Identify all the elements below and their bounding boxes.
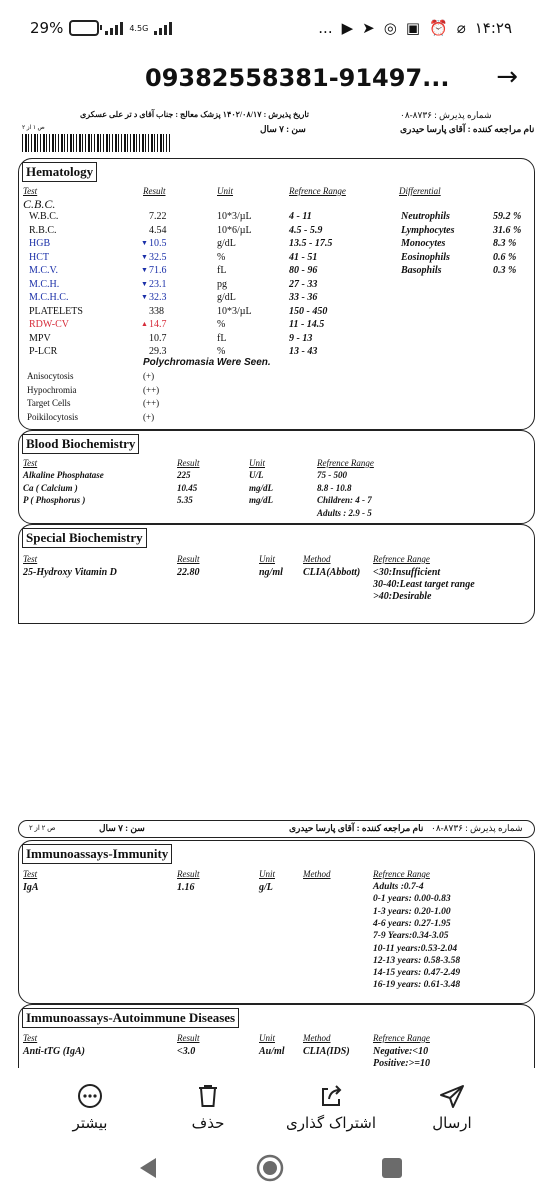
bio-test: P ( Phosphorus ) — [23, 495, 86, 505]
diff-value: 31.6 % — [493, 224, 522, 236]
morph-test: Anisocytosis — [27, 371, 74, 381]
ttg-unit: Au/ml — [259, 1046, 285, 1057]
blood-biochemistry-section — [18, 430, 535, 524]
clock: ۱۴:۲۹ — [474, 19, 512, 37]
barcode — [22, 134, 170, 152]
hem-unit: pg — [217, 278, 227, 290]
hem-result: 10.7 — [149, 332, 167, 344]
col-result: Result — [177, 1033, 200, 1043]
hem-result: 29.3 — [149, 346, 167, 357]
hem-test: M.C.H.C. — [29, 292, 69, 303]
arrow-down-icon: ▼ — [141, 239, 148, 247]
col-unit: Unit — [259, 869, 276, 879]
morph-test: Poikilocytosis — [27, 411, 79, 422]
hem-test: P-LCR — [29, 346, 58, 357]
app-icon: ▣ — [405, 19, 420, 37]
ttg-test: Anti-tTG (IgA) — [23, 1046, 85, 1057]
arrow-down-icon: ▼ — [141, 279, 148, 288]
telegram-icon: ➤ — [362, 19, 375, 37]
col-unit: Unit — [259, 1033, 276, 1043]
hem-unit: fL — [217, 265, 227, 276]
hem-unit: fL — [217, 332, 227, 344]
home-circle-icon — [256, 1154, 284, 1182]
diff-value: 0.3 % — [493, 265, 517, 276]
hem-result: 7.22 — [149, 211, 167, 222]
hem-unit: % — [217, 346, 226, 357]
special-bio-title: Special Biochemistry — [22, 528, 147, 548]
bio-unit: U/L — [249, 470, 264, 480]
hem-unit: 10*3/µL — [217, 211, 252, 222]
col-test: Test — [23, 458, 38, 468]
bottom-action-bar — [0, 1068, 540, 1200]
hem-test: W.B.C. — [29, 211, 59, 222]
hem-unit: 10*3/µL — [217, 305, 252, 317]
iga-range: 12-13 years: 0.58-3.58 — [373, 955, 461, 966]
morph-result: (++) — [143, 398, 160, 408]
iga-test: IgA — [23, 882, 39, 893]
file-title: 09382558381-91497... — [145, 64, 450, 92]
hem-range: 33 - 36 — [289, 292, 318, 303]
hem-unit: g/dL — [217, 292, 236, 303]
page2-header — [18, 820, 535, 838]
diff-value: 0.6 % — [493, 251, 517, 263]
hem-range: 13.5 - 17.5 — [289, 238, 333, 249]
morph-result: (+) — [143, 411, 155, 422]
bio-range: 8.8 - 10.8 — [317, 482, 352, 493]
admission-number-2: شماره پذیرش : ۸۷۳۶-۰۸ — [431, 823, 523, 833]
bio-unit: mg/dL — [249, 495, 273, 505]
play-icon: ▶ — [341, 19, 354, 37]
diff-name: Neutrophils — [401, 211, 450, 222]
hem-result: 32.5 — [149, 251, 167, 263]
hem-test: M.C.H. — [29, 278, 60, 290]
blood-bio-title: Blood Biochemistry — [22, 434, 139, 454]
col-result: Result — [143, 186, 166, 196]
wifi-off-icon: ⌀ — [456, 19, 466, 37]
share-icon — [276, 1078, 386, 1114]
delete-label: حذف — [191, 1114, 225, 1132]
battery-percent: 29% — [30, 19, 64, 37]
col-unit: Unit — [217, 186, 234, 196]
patient-name-2: نام مراجعه کننده : آقای پارسا حیدری — [289, 823, 424, 833]
arrow-down-icon: ▼ — [141, 252, 148, 261]
page-number: ص ۱ از ۲ — [22, 125, 45, 131]
viewer-header — [0, 60, 540, 106]
hem-result: 10.5 — [149, 238, 167, 249]
alarm-icon: ⏰ — [429, 19, 448, 37]
morph-test: Target Cells — [27, 398, 71, 408]
hem-unit: % — [217, 319, 226, 330]
signal-icon — [105, 21, 123, 35]
iga-range: 7-9 Years:0.34-3.05 — [373, 931, 449, 942]
col-result: Result — [177, 869, 200, 879]
patient-age-2: سن : ۷ سال — [99, 823, 145, 833]
iga-range: 0-1 years: 0.00-0.83 — [373, 894, 451, 905]
hem-test: HCT — [29, 251, 49, 263]
hem-range: 27 - 33 — [289, 278, 318, 290]
hem-unit: g/dL — [217, 238, 236, 249]
autoimmune-title: Immunoassays-Autoimmune Diseases — [22, 1008, 239, 1028]
special-biochemistry-section — [18, 524, 535, 624]
iga-result: 1.16 — [177, 882, 195, 893]
signal-icon-2 — [154, 21, 172, 35]
hem-result: 71.6 — [149, 265, 167, 276]
cbc-group: C.B.C. — [23, 197, 56, 211]
col-differential: Differential — [399, 186, 441, 196]
iga-range: Adults :0.7-4 — [373, 882, 424, 892]
vitd-method: CLIA(Abbott) — [303, 567, 361, 578]
col-method: Method — [303, 869, 331, 879]
iga-range: 1-3 years: 0.20-1.00 — [373, 906, 451, 917]
nav-recents-button[interactable] — [372, 1150, 412, 1186]
diff-name: Basophils — [401, 265, 442, 276]
immunity-section — [18, 840, 535, 1004]
col-test: Test — [23, 186, 38, 196]
col-unit: Unit — [259, 554, 276, 564]
hematology-section — [18, 158, 535, 430]
hem-range: 11 - 14.5 — [289, 319, 325, 330]
hem-result: 32.3 — [149, 292, 167, 303]
vitd-range-1: 30-40:Least target range — [373, 579, 475, 590]
ttg-method: CLIA(IDS) — [303, 1046, 350, 1057]
hematology-title: Hematology — [22, 162, 97, 182]
bio-range: Children: 4 - 7 — [317, 495, 372, 505]
delete-button[interactable] — [153, 1078, 263, 1132]
patient-age: سن : ۷ سال — [260, 124, 306, 134]
bio-test: Ca ( Calcium ) — [23, 482, 78, 493]
col-range: Refrence Range — [317, 458, 374, 468]
admission-number: شماره پذیرش : ۸۷۳۶-۰۸ — [400, 110, 492, 120]
hem-result: 4.54 — [149, 224, 167, 236]
bio-range: 75 - 500 — [317, 470, 347, 480]
back-triangle-icon — [137, 1156, 159, 1180]
ttg-range-1: Positive:>=10 — [373, 1058, 430, 1068]
col-test: Test — [23, 1033, 38, 1043]
hem-test: HGB — [29, 238, 51, 249]
hem-test: PLATELETS — [29, 305, 83, 317]
col-range: Refrence Range — [373, 554, 430, 564]
hem-test: M.C.V. — [29, 265, 58, 276]
arrow-down-icon: ▼ — [141, 266, 148, 274]
hem-result: 338 — [149, 305, 164, 317]
hem-range: 13 - 43 — [289, 346, 318, 357]
admission-date-doctor: تاریخ پذیرش : ۱۴۰۲/۰۸/۱۷ پزشک معالج : جناب آقای د تر علی عسکری — [80, 110, 309, 119]
hem-unit: % — [217, 251, 226, 263]
bio-result: 225 — [177, 470, 191, 480]
more-icon — [35, 1078, 145, 1114]
autoimmune-section — [18, 1004, 535, 1068]
arrow-up-icon: ▲ — [141, 320, 148, 328]
col-test: Test — [23, 554, 38, 564]
col-unit: Unit — [249, 458, 266, 468]
vitd-range-0: <30:Insufficient — [373, 567, 441, 578]
lab-report-image[interactable] — [0, 106, 540, 1068]
morph-test: Hypochromia — [27, 384, 77, 395]
trash-icon — [153, 1078, 263, 1114]
hem-range: 4 - 11 — [289, 211, 312, 222]
col-range: Refrence Range — [373, 869, 430, 879]
hem-test: MPV — [29, 332, 51, 344]
hem-result: 23.1 — [149, 278, 167, 290]
network-type: 4.5G — [129, 23, 149, 33]
hem-range: 41 - 51 — [289, 251, 318, 263]
iga-range: 16-19 years: 0.61-3.48 — [373, 980, 461, 991]
iga-range: 14-15 years: 0.47-2.49 — [373, 968, 461, 979]
nav-home-button[interactable] — [250, 1150, 290, 1186]
bio-result: 10.45 — [177, 482, 198, 493]
adult-range: Adults : 2.9 - 5 — [317, 508, 372, 518]
hem-test: R.B.C. — [29, 224, 57, 236]
patient-name: نام مراجعه کننده : آقای پارسا حیدری — [400, 124, 535, 134]
more-notifications-dots: ... — [318, 19, 333, 37]
hem-range: 4.5 - 5.9 — [289, 224, 323, 236]
send-label: ارسال — [432, 1114, 472, 1132]
col-result: Result — [177, 458, 200, 468]
bio-test: Alkaline Phosphatase — [23, 470, 104, 480]
hem-result: 14.7 — [149, 319, 167, 330]
send-button[interactable] — [397, 1078, 507, 1132]
col-method: Method — [303, 1033, 331, 1043]
col-test: Test — [23, 869, 38, 879]
immunity-title: Immunoassays-Immunity — [22, 844, 172, 864]
hem-test: RDW-CV — [29, 319, 69, 330]
recents-square-icon — [381, 1157, 403, 1179]
whatsapp-icon: ◎ — [383, 19, 397, 37]
col-result: Result — [177, 554, 200, 564]
share-button[interactable] — [276, 1078, 386, 1132]
vitd-result: 22.80 — [177, 567, 200, 578]
col-method: Method — [303, 554, 331, 564]
more-label: بیشتر — [72, 1114, 108, 1132]
diff-name: Eosinophils — [401, 251, 450, 263]
bio-unit: mg/dL — [249, 482, 273, 493]
vitd-range-2: >40:Desirable — [373, 591, 432, 602]
ttg-result: <3.0 — [177, 1046, 196, 1057]
morph-result: (++) — [143, 384, 160, 395]
iga-unit: g/L — [259, 882, 273, 893]
diff-value: 59.2 % — [493, 211, 522, 222]
col-range: Refrence Range — [289, 186, 346, 196]
iga-range: 10-11 years:0.53-2.04 — [373, 943, 458, 954]
col-range: Refrence Range — [373, 1033, 430, 1043]
vitd-unit: ng/ml — [259, 567, 283, 578]
morph-result: (+) — [143, 371, 155, 381]
share-label: اشتراک گذاری — [285, 1114, 377, 1132]
page-number-2: ص ۲ از ۲ — [29, 824, 56, 832]
hem-unit: 10*6/µL — [217, 224, 252, 236]
hem-range: 150 - 450 — [289, 305, 328, 317]
nav-back-button[interactable] — [128, 1150, 168, 1186]
status-bar — [0, 0, 540, 58]
hem-range: 9 - 13 — [289, 332, 313, 344]
polychromasia-note: Polychromasia Were Seen. — [143, 357, 271, 368]
arrow-down-icon: ▼ — [141, 293, 148, 301]
hem-range: 80 - 96 — [289, 265, 318, 276]
forward-arrow-icon[interactable]: → — [496, 62, 518, 92]
report-page-1 — [0, 106, 540, 626]
bio-result: 5.35 — [177, 495, 193, 505]
iga-range: 4-6 years: 0.27-1.95 — [373, 918, 451, 929]
more-button[interactable] — [35, 1078, 145, 1132]
ttg-range-0: Negative:<10 — [373, 1046, 429, 1057]
vitd-test: 25-Hydroxy Vitamin D — [23, 567, 117, 578]
diff-value: 8.3 % — [493, 238, 517, 249]
diff-name: Monocytes — [401, 238, 446, 249]
diff-name: Lymphocytes — [401, 224, 455, 236]
send-icon — [397, 1078, 507, 1114]
battery-icon — [69, 20, 99, 36]
